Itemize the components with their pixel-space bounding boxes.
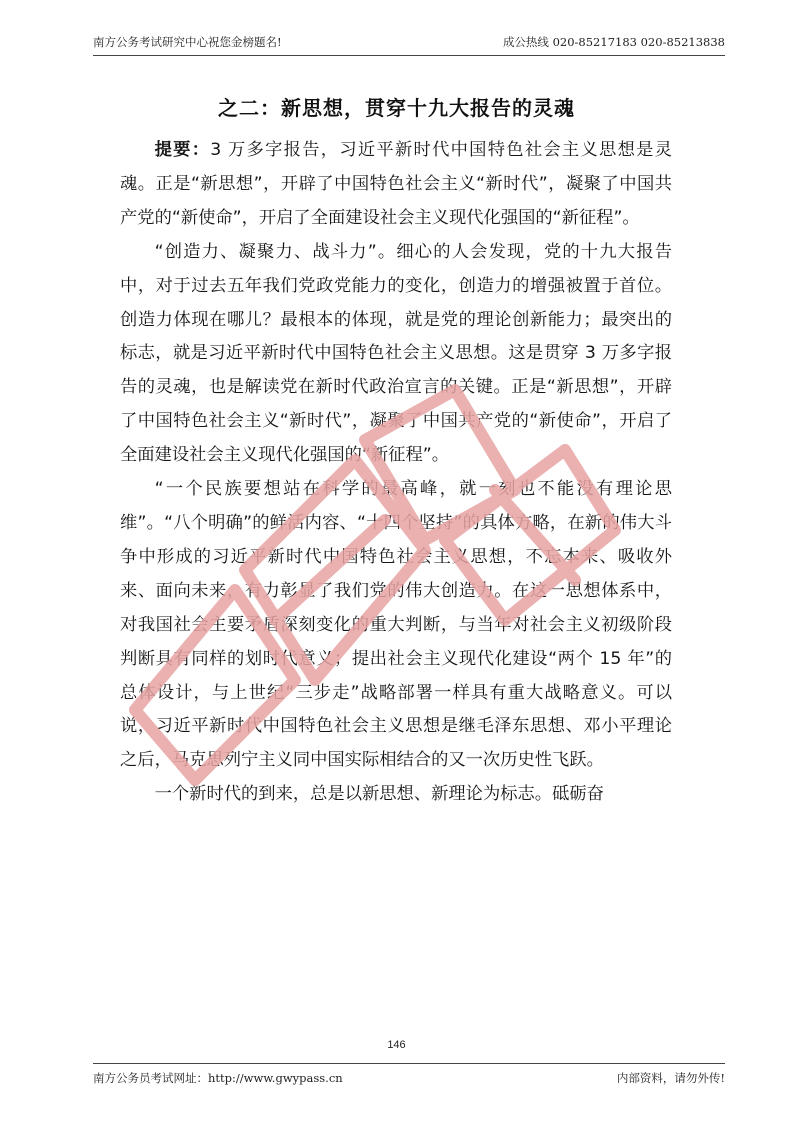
article-title: 之二：新思想，贯穿十九大报告的灵魂: [218, 96, 575, 120]
page-header: [93, 34, 725, 54]
header-divider: [93, 55, 725, 56]
footer-notice: 内部资料，请勿外传!: [616, 1071, 725, 1085]
footer-divider: [93, 1063, 725, 1064]
page-number: 146: [387, 1039, 406, 1051]
body-paragraph: 一个新时代的到来，总是以新思想、新理论为标志。砥砺奋: [154, 784, 604, 805]
header-hotline: 成公热线 020-85217183 020-85213838: [502, 35, 725, 49]
article-body: [120, 134, 672, 812]
header-slogan: 南方公务考试研究中心祝您金榜题名!: [93, 35, 282, 49]
footer-website: 南方公务员考试网址：http://www.gwypass.cn: [93, 1071, 343, 1085]
body-paragraph: “创造力、凝聚力、战斗力”。细心的人会发现，党的十九大报告中，对于过去五年我们党政党能力的变化，创造力的增强被置于首位。创造力体现在哪儿？最根本的体现，就是党的理论创新能力；最突出的标志，就是习近平新时代中国特色社会主义思想。这是贯穿 3 万多字报告的灵魂，也是解读党在新时代政治宣言的关键。正是“新思想”，开辟了中国特色社会主义“新时代”，凝聚了中国共产党的“新使命”，开启了全面建设社会主义现代化强国的“新征程”。: [120, 241, 672, 466]
abstract-paragraph: [120, 134, 672, 236]
watermark-text: 南方公务员: [95, 365, 176, 384]
page-footer: [93, 1070, 725, 1090]
abstract-text: 3 万多字报告，习近平新时代中国特色社会主义思想是灵魂。正是“新思想”，开辟了中国特色社会主义“新时代”，凝聚了中国共产党的“新使命”，开启了全面建设社会主义现代化强国的“新征程”。: [120, 140, 672, 228]
abstract-label: 提要：: [154, 140, 211, 160]
body-paragraph: “一个民族要想站在科学的最高峰，就一刻也不能没有理论思维”。“八个明确”的鲜活内容、“十四个坚持”的具体方略，在新的伟大斗争中形成的习近平新时代中国特色社会主义思想，不忘本来、吸收外来、面向未来，有力彰显了我们党的伟大创造力。在这一思想体系中，对我国社会主要矛盾深刻变化的重大判断，与当年对社会主义初级阶段判断具有同样的划时代意义；提出社会主义现代化建设“两个 15 年”的总体设计，与上世纪“三步走”战略部署一样具有重大战略意义。可以说，习近平新时代中国特色社会主义思想是继毛泽东思想、邓小平理论之后，马克思列宁主义同中国实际相结合的又一次历史性飞跃。: [120, 479, 672, 771]
